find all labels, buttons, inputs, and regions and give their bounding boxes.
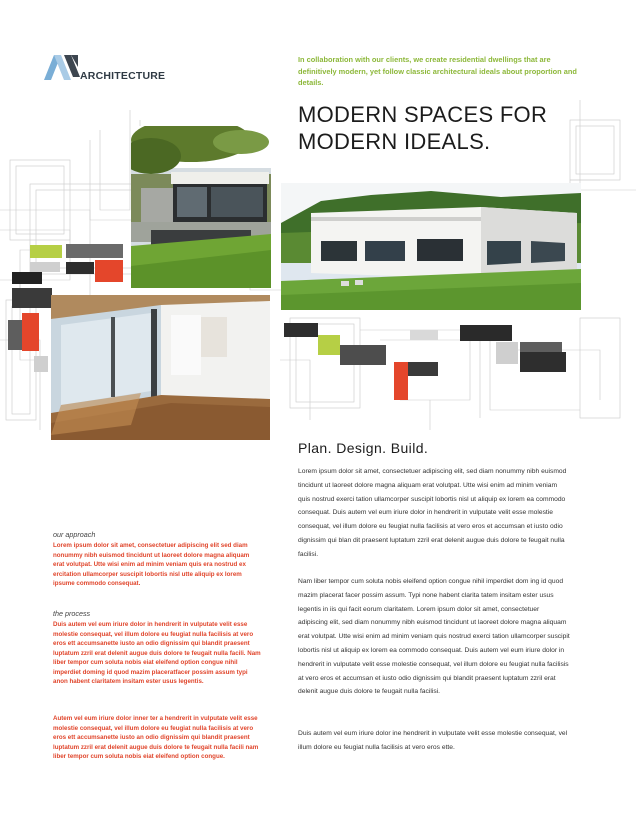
body-paragraph-2: Nam liber tempor cum soluta nobis eleifend option congue nihil imperdiet dom ing id quod mazim placerat facer possim assum. Typi none habent clarita tatem insitam ester usus legentis in iis qui facit eorum claritatem. Lorem ipsum dolor sit amet, consectetuer adipiscing elit, sed diam nonummy nibh euismod tincidunt ut laoreet dolore magna aliquam erat volutpat. Utte wisi enim ad minim veniam quis nostrud exerci tation ullamcorper suscipit lobortis nisl ut aliquip ex lorem ea commodo consequat. Duis autem vel eum iriure dolor in hendrerit in vulputate velit esse molestie consequat, vel illum dolore eu feugiat nulla facilisis at vero eros et accumsan et iusto odio dignissim qui blandit praesent luptatum zzril erat delenit augue duis dolore te feugait nulla facilisi. [298, 578, 570, 696]
accent-block-black-2 [12, 272, 42, 284]
accent-block-black-r2 [460, 325, 512, 341]
approach-heading: our approach [53, 530, 96, 539]
process-heading: the process [53, 609, 91, 618]
interior-photo [51, 295, 270, 440]
accent-block-gray-2 [8, 320, 22, 350]
accent-block-red-2 [22, 313, 39, 351]
process-text-2: Autem vel eum iriure dolor inner ter a hendrerit in vulputate velit esse molestie consequat, vel illum dolore eu feugiat nulla facilisis at vero eros ett accumsanette iusto an odio dignissim qui blandit praesent luptatum zzril erat delenit augue duis dolore te feugait nulla facili nam liber tempor cum soluta nobis eiat eleifend option congue. [53, 715, 259, 760]
accent-block-dark-r [408, 362, 438, 376]
accent-block-lightgray-2 [34, 356, 48, 372]
process-text: Duis autem vel eum iriure dolor in hendrerit in vulputate velit esse molestie consequat, vel illum dolore eu feugiat nulla facilisis at vero eros ett accumsanette iusto an odio dignissim qui blandit praesent luptatum zzril erat delenit augue duis dolore te feugait nulla facili. Nam liber tempor cum soluta nobis eiat eleifend option congue nihil imperdiet doming id quod mazim placeratfacer possim assum typi anon habent claritatem insitam ester usus legentis. [53, 621, 261, 685]
accent-block-lightgray-r2 [410, 330, 438, 340]
accent-block-dark [12, 288, 52, 308]
accent-block-gray-r1 [340, 345, 386, 365]
brand-name: ARCHITECTURE [80, 70, 166, 82]
headline-line-2: MODERN IDEALS. [298, 129, 491, 154]
house-photo-2 [281, 183, 581, 310]
accent-block-black [66, 262, 94, 274]
body-paragraph-1: Lorem ipsum dolor sit amet, consectetuer adipiscing elit, sed diam nonummy nibh euismod tincidunt ut laoreet dolore magna aliquam erat volutpat. Utte wisi enim ad minim veniam quis nostrud exerci tation ullamcorper suscipit lobortis nisl ut aliquip ex lorem ea commodo consequat. Duis autem vel eum iriure dolor in hendrerit in vulputate velit esse molestie consequat, vel illum dolore eu feugiat nulla facilisis at vero eros et accumsan et iusto odio dignissim qui blan dit praesent luptatum zzril erat delenit augue duis dolore te feugait nulla facilisi. [298, 468, 567, 558]
accent-block-green [30, 245, 62, 258]
accent-block-red-r [394, 362, 408, 400]
headline-line-1: MODERN SPACES FOR [298, 102, 548, 127]
accent-block-green-r [318, 335, 340, 355]
accent-block-gray [66, 244, 123, 258]
accent-block-red [95, 260, 123, 282]
accent-block-lightgray [30, 262, 60, 272]
intro-text: In collaboration with our clients, we create residential dwellings that are definitively modern, yet follow classic architectural ideals about proportion and details. [298, 55, 577, 88]
headline [298, 101, 598, 155]
architecture-logo-icon [44, 55, 80, 80]
body-paragraph-3: Duis autem vel eum iriure dolor ine hendrerit in vulputate velit esse molestie consequat, vel illum dolore eu feugiat nulla facilisis at vero eros ette. [298, 730, 568, 751]
approach-text: Lorem ipsum dolor sit amet, consectetuer adipiscing elit sed diam nonummy nibh euismod tincidunt ut laoreet dolore magna aliquam erat volutpat. Utte wisi enim ad minim veniam quis era nostrud ex ercitation ullamcorper suscipit lobortis nisl utte aliquip ex lorem ipsume commodo consequat. [53, 542, 250, 587]
accent-block-lightgray-r [496, 342, 518, 364]
house-photo-1 [131, 126, 271, 288]
accent-block-dark-r3 [520, 352, 566, 372]
tagline: Plan. Design. Build. [298, 440, 429, 456]
accent-block-black-r1 [284, 323, 318, 337]
